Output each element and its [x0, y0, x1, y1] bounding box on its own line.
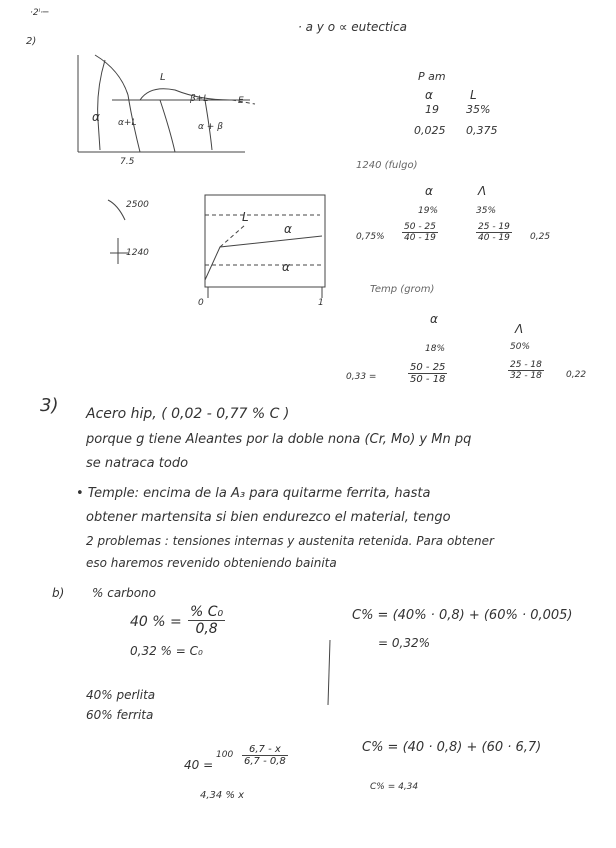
- diagram1-e-label: E: [238, 96, 244, 106]
- section3-line: Acero hip, ( 0,02 - 0,77 % C ): [86, 406, 290, 422]
- diagram2-alpha-label-2: α: [282, 260, 290, 274]
- block2-cell: 35%: [476, 206, 497, 216]
- section-b-right-eq: C% = (40 · 0,8) + (60 · 6,7): [362, 740, 542, 755]
- section-b-eq-lhs: 40 % =: [130, 614, 182, 630]
- block2-cell: 19%: [418, 206, 439, 216]
- item-number: 2): [26, 36, 37, 47]
- block2-col-lambda: Λ: [478, 184, 487, 198]
- block2-fraction-right: $\frac{25 - 19}{40 - 19}$: [478, 222, 510, 243]
- block3-cell: 18%: [425, 344, 446, 354]
- diagram2-x-label: 1: [318, 298, 324, 308]
- diagram1-bl-label: β+L: [190, 94, 209, 104]
- section-b-number: b): [52, 586, 65, 600]
- temp-1240: 1240: [126, 248, 149, 258]
- block3-title: Temp (grom): [370, 284, 435, 295]
- section-b-title: % carbono: [92, 586, 157, 600]
- margin-line: [328, 640, 330, 705]
- section3-line: eso haremos revenido obteniendo bainita: [86, 556, 337, 570]
- block3-col-lambda: Λ: [515, 322, 524, 336]
- section-b-eq-fraction: $\frac{\text{\% C₀}}{0,8}$: [190, 604, 224, 637]
- cooling-curve: [108, 200, 128, 264]
- section3-number: 3): [40, 395, 59, 416]
- table1-col-alpha: α: [425, 88, 433, 102]
- section3-line: porque g tiene Aleantes por la doble nona (Cr, Mo) y Mn pq: [86, 432, 472, 447]
- section3-line: • Temple: encima de la A₃ para quitarme ferrita, hasta: [76, 486, 431, 501]
- block2-col-alpha: α: [425, 184, 433, 198]
- table1-cell: 0,375: [466, 124, 498, 137]
- section-b-eq-result: 0,32 % = C₀: [130, 644, 203, 658]
- page-title: · a y o ∝ eutectica: [298, 20, 407, 34]
- table1-col-l: L: [470, 88, 477, 102]
- section-b-ferrita: 60% ferrita: [86, 708, 154, 722]
- section-b-eq2-result: 4,34 % x: [200, 790, 245, 801]
- phase-diagram-2: [205, 195, 325, 298]
- temp-2500: 2500: [126, 200, 149, 210]
- diagram1-x-label: 7.5: [120, 157, 135, 167]
- block3-cell: 50%: [510, 342, 531, 352]
- diagram2-x-label: 0: [198, 298, 204, 308]
- table1-cell: 35%: [466, 103, 491, 116]
- diagram1-l-label: L: [160, 72, 166, 83]
- section-b-right-eq: C% = (40% · 0,8) + (60% · 0,005): [352, 608, 573, 623]
- section-b-eq2-coef: 100: [216, 750, 234, 760]
- corner-mark: ·2ⁱ·─: [30, 8, 49, 18]
- block2-fraction-left: $\frac{50 - 25}{40 - 19}$: [404, 222, 436, 243]
- table1-cell: 0,025: [414, 124, 446, 137]
- section-b-perlita: 40% perlita: [86, 688, 156, 702]
- block3-col-alpha: α: [430, 312, 438, 326]
- block2-title: 1240 (fulgo): [356, 160, 418, 171]
- block3-fraction-right: $\frac{25 - 18}{32 - 18}$: [510, 360, 542, 381]
- diagram1-ab-label: α + β: [198, 122, 223, 132]
- section-b-right-eq: = 0,32%: [378, 636, 430, 650]
- block2-lhs: 0,75%: [356, 232, 385, 242]
- section3-line: se natraca todo: [86, 456, 189, 471]
- section3-line: obtener martensita si bien endurezco el material, tengo: [86, 510, 451, 525]
- section3-line: 2 problemas : tensiones internas y austenita retenida. Para obtener: [86, 534, 494, 548]
- diagram1-alpha-label: α: [92, 110, 100, 124]
- table1-header: P am: [418, 70, 446, 83]
- table1-cell: 19: [425, 103, 439, 116]
- phase-diagram-1: [78, 55, 255, 152]
- block2-frac-value: 0,25: [530, 232, 551, 242]
- section-b-right-eq: C% = 4,34: [370, 782, 419, 792]
- diagram2-alpha-label: α: [284, 222, 292, 236]
- section-b-eq2-fraction: $\frac{6,7 - x}{6,7 - 0,8}$: [244, 744, 286, 767]
- diagram2-l-label: L: [242, 210, 249, 224]
- block3-lhs: 0,33 =: [346, 372, 377, 382]
- section-b-eq2-lhs: 40 =: [184, 758, 214, 772]
- block3-frac-value: 0,22: [566, 370, 587, 380]
- diagram1-al-label: α+L: [118, 118, 137, 128]
- block3-fraction-left: $\frac{50 - 25}{50 - 18}$: [410, 362, 446, 385]
